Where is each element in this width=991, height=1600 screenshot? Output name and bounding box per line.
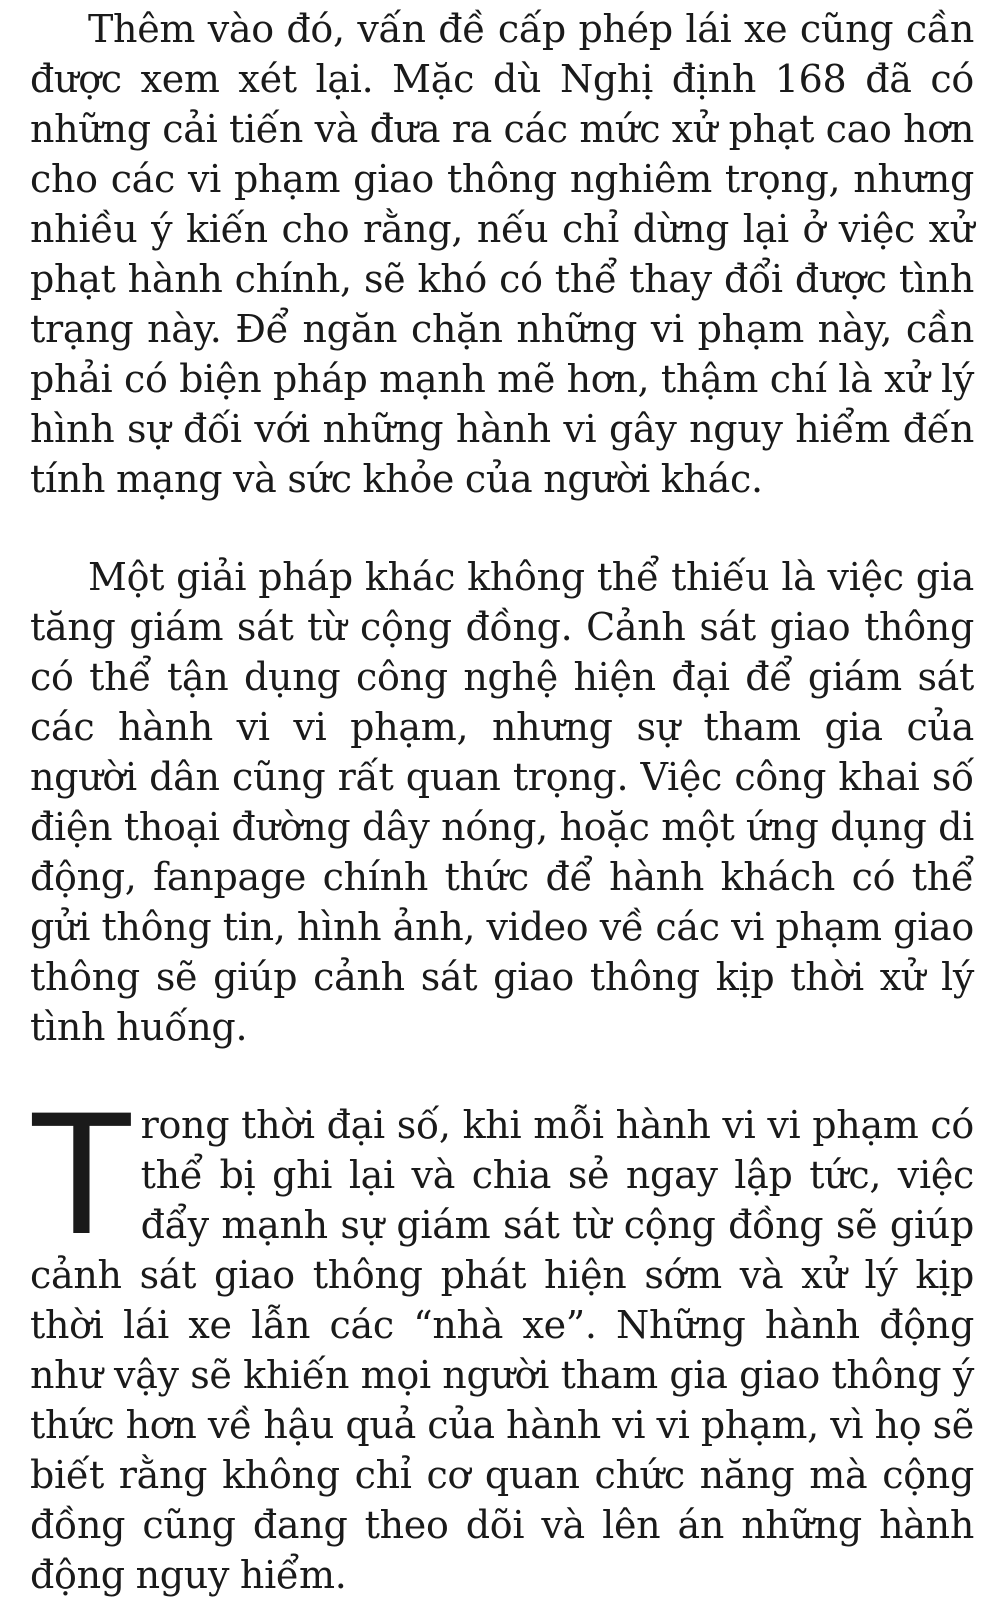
paragraph-spacer bbox=[30, 504, 974, 552]
paragraph-spacer bbox=[30, 1052, 974, 1100]
paragraph-digital-era bbox=[28, 1076, 974, 1600]
paragraph-licensing: Thêm vào đó, vấn đề cấp phép lái xe cũng cần được xem xét lại. Mặc dù Nghị định 168 đã có những cải tiến và đưa ra các mức xử phạt cao hơn cho các vi phạm giao thông nghiêm trọng, nhưng nhiều ý kiến cho rằng, nếu chỉ dừng lại ở việc xử phạt hành chính, sẽ khó có thể thay đổi được tình trạng này. Để ngăn chặn những vi phạm này, cần phải có biện pháp mạnh mẽ hơn, thậm chí là xử lý hình sự đối với những hành vi gây nguy hiểm đến tính mạng và sức khỏe của người khác. bbox=[30, 7, 974, 501]
drop-cap-letter: T bbox=[28, 1076, 135, 1271]
paragraph-community-monitoring: Một giải pháp khác không thể thiếu là việc gia tăng giám sát từ cộng đồng. Cảnh sát giao thông có thể tận dụng công nghệ hiện đại để giám sát các hành vi vi phạm, nhưng sự tham gia của người dân cũng rất quan trọng. Việc công khai số điện thoại đường dây nóng, hoặc một ứng dụng di động, fanpage chính thức để hành khách có thể gửi thông tin, hình ảnh, video về các vi phạm giao thông sẽ giúp cảnh sát giao thông kịp thời xử lý tình huống. bbox=[30, 555, 974, 1049]
paragraph-digital-era-text: rong thời đại số, khi mỗi hành vi vi phạm có thể bị ghi lại và chia sẻ ngay lập tức, việc đẩy mạnh sự giám sát từ cộng đồng sẽ giúp cảnh sát giao thông phát hiện sớm và xử lý kịp thời lái xe lẫn các “nhà xe”. Những hành động như vậy sẽ khiến mọi người tham gia giao thông ý thức hơn về hậu quả của hành vi vi phạm, vì họ sẽ biết rằng không chỉ cơ quan chức năng mà cộng đồng cũng đang theo dõi và lên án những hành động nguy hiểm. bbox=[30, 1103, 974, 1597]
